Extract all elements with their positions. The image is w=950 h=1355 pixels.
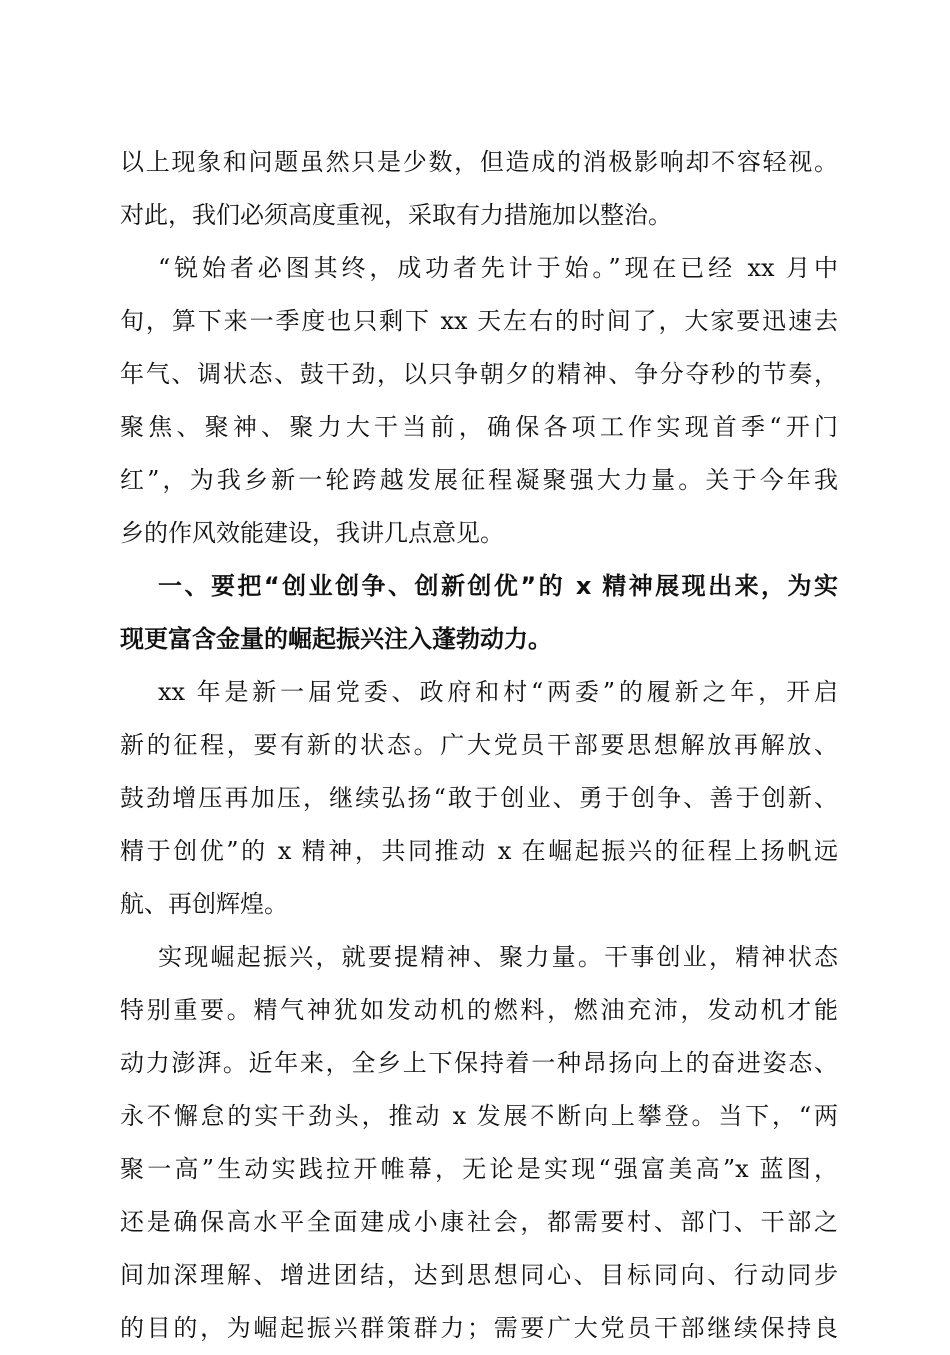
text-line: 精于创优”的 x 精神，共同推动 x 在崛起振兴的征程上扬帆远 — [120, 837, 838, 865]
heading-line: 一、要把“创业创争、创新创优”的 x 精神展现出来，为实 — [158, 572, 838, 600]
text-line: 航、再创辉煌。 — [120, 890, 288, 918]
section-heading-1 — [120, 560, 838, 666]
text-line: 以上现象和问题虽然只是少数，但造成的消极影响却不容轻视。 — [120, 148, 838, 176]
text-line: 动力澎湃。近年来，全乡上下保持着一种昂扬向上的奋进姿态、 — [120, 1049, 838, 1077]
text-line: 年气、调状态、鼓干劲，以只争朝夕的精神、争分夺秒的节奏， — [120, 360, 838, 388]
text-line: 永不懈怠的实干劲头，推动 x 发展不断向上攀登。当下，“两 — [120, 1102, 838, 1130]
text-line: 乡的作风效能建设，我讲几点意见。 — [120, 519, 504, 547]
paragraph-new-term — [120, 666, 838, 931]
text-line: 的目的，为崛起振兴群策群力；需要广大党员干部继续保持良 — [120, 1314, 838, 1342]
text-line: 聚一高”生动实践拉开帷幕，无论是实现“强富美高”x 蓝图， — [120, 1155, 838, 1183]
document-body — [120, 136, 838, 1355]
text-line: 实现崛起振兴，就要提精神、聚力量。干事创业，精神状态 — [158, 943, 838, 971]
text-line: 还是确保高水平全面建成小康社会，都需要村、部门、干部之 — [120, 1208, 838, 1236]
heading-line: 现更富含金量的崛起振兴注入蓬勃动力。 — [120, 625, 552, 653]
text-line: 旬，算下来一季度也只剩下 xx 天左右的时间了，大家要迅速去 — [120, 307, 838, 335]
text-line: “锐始者必图其终，成功者先计于始。”现在已经 xx 月中 — [158, 254, 838, 282]
text-line: 特别重要。精气神犹如发动机的燃料，燃油充沛，发动机才能 — [120, 996, 838, 1024]
text-line: 聚焦、聚神、聚力大干当前，确保各项工作实现首季“开门 — [120, 413, 838, 441]
text-line: 对此，我们必须高度重视，采取有力措施加以整治。 — [120, 201, 672, 229]
text-line: 间加深理解、增进团结，达到思想同心、目标同向、行动同步 — [120, 1261, 838, 1289]
paragraph-quote — [120, 242, 838, 560]
paragraph-intro — [120, 136, 838, 242]
paragraph-spirit — [120, 931, 838, 1355]
text-line: xx 年是新一届党委、政府和村“两委”的履新之年，开启 — [158, 678, 838, 706]
text-line: 新的征程，要有新的状态。广大党员干部要思想解放再解放、 — [120, 731, 838, 759]
text-line: 红”，为我乡新一轮跨越发展征程凝聚强大力量。关于今年我 — [120, 466, 838, 494]
text-line: 鼓劲增压再加压，继续弘扬“敢于创业、勇于创争、善于创新、 — [120, 784, 838, 812]
